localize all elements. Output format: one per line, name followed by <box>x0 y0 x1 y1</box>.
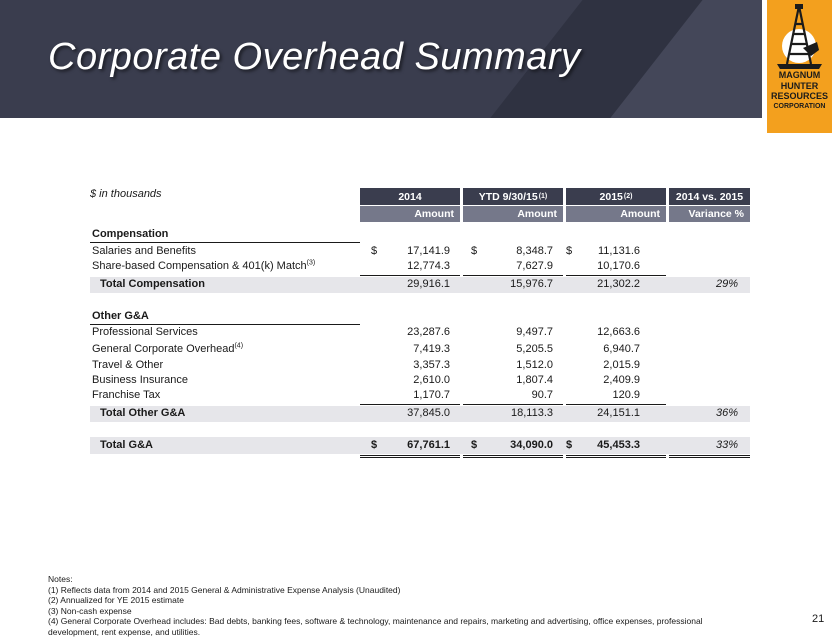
page-title: Corporate Overhead Summary <box>48 36 581 78</box>
footnote: (3) Non-cash expense <box>48 605 132 616</box>
subtotal-rule <box>360 404 460 405</box>
section-header-other-ga: Other G&A <box>92 310 149 322</box>
subtotal-rule <box>566 404 666 405</box>
column-header-variance: 2014 vs. 2015 <box>669 188 750 205</box>
subheader-amount: Amount <box>463 206 563 222</box>
oil-derrick-icon <box>773 4 826 70</box>
column-header-2014: 2014 <box>360 188 460 205</box>
total-row-other-ga: Total Other G&A 37,845.0 18,113.3 24,151.1 36% <box>100 407 738 419</box>
company-logo <box>767 0 832 133</box>
footnote: (1) Reflects data from 2014 and 2015 General & Administrative Expense Analysis (Unaudited) <box>48 584 401 595</box>
total-row-compensation: Total Compensation 29,916.1 15,976.7 21,302.2 29% <box>100 278 738 290</box>
double-underline <box>566 455 666 458</box>
table-row: Salaries and Benefits $ 17,141.9 $ 8,348.7 $ 11,131.6 <box>92 245 640 257</box>
subtotal-rule <box>463 404 563 405</box>
subtotal-rule <box>360 275 460 276</box>
subtotal-rule <box>566 275 666 276</box>
table-row: Professional Services 23,287.6 9,497.7 12,663.6 <box>92 326 640 338</box>
table-row: Share-based Compensation & 401(k) Match$^{(3)}$ 12,774.3 7,627.9 10,170.6 <box>92 259 640 272</box>
subheader-variance: Variance % <box>669 206 750 222</box>
page-number: 21 <box>812 613 825 625</box>
column-header-ytd: YTD 9/30/15 (1) <box>463 188 563 205</box>
footnote: development, rent expense, and utilities. <box>48 626 201 637</box>
notes-heading: Notes: <box>48 574 73 584</box>
footnote: (4) General Corporate Overhead includes: Bad debts, banking fees, software & technology, maintenance and repairs, marketing and advertising, office expenses, professional <box>48 616 703 626</box>
subtotal-rule <box>463 275 563 276</box>
units-label: $ in thousands <box>90 188 162 200</box>
footnotes <box>48 574 768 637</box>
table-row: Franchise Tax 1,170.7 90.7 120.9 <box>92 389 640 401</box>
table-row: Business Insurance 2,610.0 1,807.4 2,409.9 <box>92 374 640 386</box>
subheader-amount: Amount <box>566 206 666 222</box>
double-underline <box>360 455 460 458</box>
double-underline <box>669 455 750 458</box>
subheader-amount: Amount <box>360 206 460 222</box>
table-row: Travel & Other 3,357.3 1,512.0 2,015.9 <box>92 359 640 371</box>
section-divider <box>90 242 360 243</box>
title-banner <box>0 0 762 118</box>
section-header-compensation: Compensation <box>92 228 169 240</box>
total-row-ga: Total G&A $ 67,761.1 $ 34,090.0 $ 45,453.3 33% <box>100 439 738 451</box>
column-header-2015: 2015 (2) <box>566 188 666 205</box>
double-underline <box>463 455 563 458</box>
footnote: (2) Annualized for YE 2015 estimate <box>48 595 184 605</box>
table-row: General Corporate Overhead$^{(4)}$ 7,419.3 5,205.5 6,940.7 <box>92 342 640 355</box>
logo-wordmark: MAGNUM HUNTER RESOURCES CORPORATION <box>770 70 828 110</box>
